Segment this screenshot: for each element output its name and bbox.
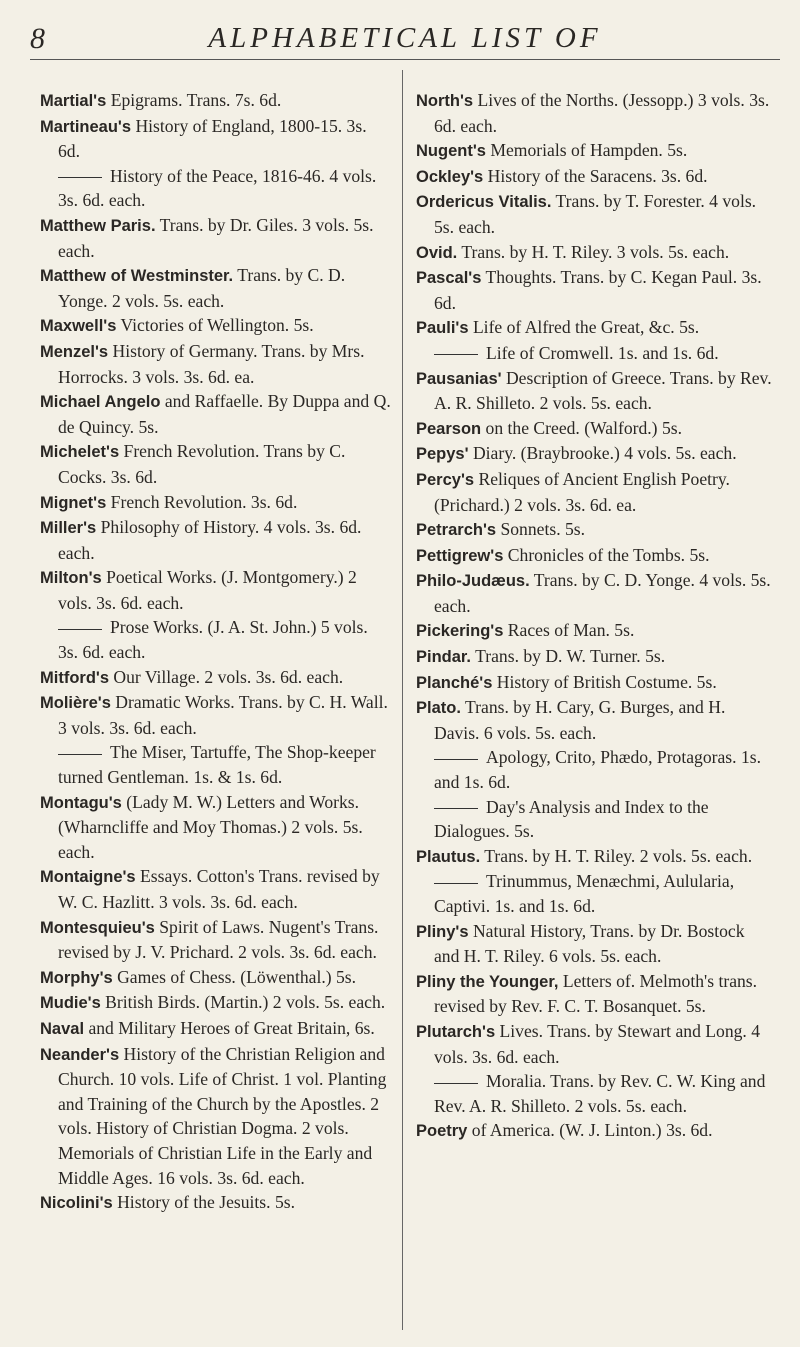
entry-text: The Miser, Tartuffe, The Shop-keeper turned Gentleman. 1s. & 1s. 6d.	[58, 742, 376, 788]
entry-text: Day's Analysis and Index to the Dialogues. 5s.	[434, 796, 709, 842]
entry-text: Prose Works. (J. A. St. John.) 5 vols. 3s. 6d. each.	[58, 617, 368, 663]
entry-author: Maxwell's	[40, 317, 117, 336]
list-entry	[416, 240, 772, 266]
list-entry	[416, 969, 772, 1019]
entry-text: of America. (W. J. Linton.) 3s. 6d.	[471, 1120, 713, 1141]
list-entry	[416, 88, 772, 138]
entry-text: Epigrams. Trans. 7s. 6d.	[110, 90, 282, 110]
left-column	[40, 88, 392, 1216]
entry-text: History of British Costume. 5s.	[496, 671, 717, 692]
entry-author: Plutarch's	[416, 1022, 496, 1041]
list-entry	[40, 740, 392, 789]
list-entry	[416, 695, 772, 745]
list-entry	[416, 1118, 772, 1144]
entry-author: Montesquieu's	[40, 918, 155, 937]
entry-author: Miller's	[40, 519, 97, 538]
ditto-dash	[434, 808, 478, 809]
entry-author: Percy's	[416, 470, 475, 489]
entry-text: Diary. (Braybrooke.) 4 vols. 5s. each.	[472, 443, 737, 464]
list-entry	[416, 1019, 772, 1069]
list-entry	[40, 665, 392, 691]
list-entry	[416, 1069, 772, 1118]
entry-author: Philo-Judæus.	[416, 572, 530, 591]
list-entry	[416, 164, 772, 190]
entry-text: Life of Alfred the Great, &c. 5s.	[472, 317, 700, 338]
entry-text: Trans. by D. W. Turner. 5s.	[475, 646, 666, 667]
ditto-dash	[434, 1083, 478, 1084]
entry-text: Philosophy of History. 4 vols. 3s. 6d. each.	[58, 517, 362, 563]
entry-text: Trans. by T. Forester. 4 vols. 5s. each.	[434, 191, 757, 237]
entry-text: (Lady M. W.) Letters and Works. (Wharncliffe and Moy Thomas.) 2 vols. 5s. each.	[58, 791, 363, 862]
entry-author: Mudie's	[40, 994, 101, 1013]
entry-author: Planché's	[416, 673, 493, 692]
entry-author: Ockley's	[416, 167, 484, 186]
entry-text: Our Village. 2 vols. 3s. 6d. each.	[113, 666, 344, 687]
entry-author: Pearson	[416, 419, 482, 438]
entry-text: Trans. by H. T. Riley. 3 vols. 5s. each.	[461, 241, 730, 262]
entry-author: Plato.	[416, 699, 461, 718]
entry-author: Pepys'	[416, 445, 469, 464]
entry-text: Reliques of Ancient English Poetry. (Prichard.) 2 vols. 3s. 6d. ea.	[434, 468, 730, 515]
entry-author: Pindar.	[416, 648, 472, 667]
list-entry	[416, 795, 772, 844]
entry-text: British Birds. (Martin.) 2 vols. 5s. each.	[105, 992, 386, 1013]
entry-author: Morphy's	[40, 968, 113, 987]
list-entry	[40, 164, 392, 213]
list-entry	[416, 341, 772, 366]
list-entry	[416, 618, 772, 644]
entry-author: Neander's	[40, 1045, 120, 1064]
list-entry	[416, 315, 772, 341]
list-entry	[416, 366, 772, 416]
entry-text: Trans. by C. D. Yonge. 2 vols. 5s. each.	[58, 265, 346, 311]
entry-text: Victories of Wellington. 5s.	[120, 315, 314, 336]
entry-text: Lives of the Norths. (Jessopp.) 3 vols. 3s. 6d. each.	[434, 90, 770, 136]
entry-author: Martial's	[40, 92, 107, 110]
entry-author: Pettigrew's	[416, 546, 504, 565]
entry-text: French Revolution. Trans by C. Cocks. 3s. 6d.	[58, 441, 346, 487]
entry-author: North's	[416, 92, 474, 110]
entry-author: Michelet's	[40, 443, 120, 462]
list-entry	[416, 517, 772, 543]
entry-text: Trinummus, Menæchmi, Aulularia, Captivi. 1s. and 1s. 6d.	[434, 871, 735, 916]
entry-author: Petrarch's	[416, 521, 497, 540]
entry-author: Menzel's	[40, 342, 109, 361]
entry-text: History of England, 1800-15. 3s. 6d.	[58, 115, 367, 162]
entry-author: Pliny's	[416, 922, 469, 941]
list-entry	[40, 990, 392, 1016]
entry-author: Plautus.	[416, 847, 481, 866]
entry-author: Pascal's	[416, 269, 482, 288]
list-entry	[416, 644, 772, 670]
right-column	[416, 88, 772, 1144]
entry-author: Pauli's	[416, 319, 469, 338]
entry-text: Description of Greece. Trans. by Rev. A. R. Shilleto. 2 vols. 5s. each.	[434, 367, 772, 414]
entry-author: Pausanias'	[416, 369, 502, 388]
list-entry	[416, 919, 772, 969]
column-divider	[402, 70, 403, 1330]
entry-text: Games of Chess. (Löwenthal.) 5s.	[117, 966, 357, 987]
list-entry	[40, 565, 392, 615]
list-entry	[40, 864, 392, 914]
list-entry	[40, 339, 392, 389]
entry-text: Natural History, Trans. by Dr. Bostock and H. T. Riley. 6 vols. 5s. each.	[434, 920, 745, 967]
entry-text: Trans. by H. Cary, G. Burges, and H. Davis. 6 vols. 5s. each.	[434, 697, 726, 743]
entry-author: Mitford's	[40, 668, 109, 687]
list-entry	[416, 138, 772, 164]
entry-author: Poetry	[416, 1122, 468, 1141]
list-entry	[40, 1042, 392, 1191]
entry-text: Trans. by H. T. Riley. 2 vols. 5s. each.	[484, 845, 753, 866]
list-entry	[40, 263, 392, 313]
entry-author: Molière's	[40, 694, 111, 713]
entry-author: Pickering's	[416, 622, 504, 641]
entry-text: History of the Christian Religion and Church. 10 vols. Life of Christ. 1 vol. Planting and Training of the Church by the Apostles. 2 vols. History of Christian Dogma. 2 vols. Memorials of Christian Life in the Early and Middle Ages. 16 vols. 3s. 6d. each.	[58, 1043, 387, 1188]
list-entry	[40, 690, 392, 740]
page-header	[30, 0, 780, 60]
list-entry	[40, 1016, 392, 1042]
list-entry	[416, 441, 772, 467]
entry-text: Chronicles of the Tombs. 5s.	[507, 544, 710, 565]
entry-author: Martineau's	[40, 117, 132, 136]
list-entry	[416, 568, 772, 618]
entry-text: Thoughts. Trans. by C. Kegan Paul. 3s. 6d.	[434, 267, 762, 313]
list-entry	[416, 467, 772, 517]
entry-author: Michael Angelo	[40, 393, 161, 412]
ditto-dash	[58, 629, 102, 630]
entry-author: Montaigne's	[40, 868, 136, 887]
list-entry	[40, 389, 392, 439]
entry-text: History of the Jesuits. 5s.	[117, 1192, 295, 1213]
entry-author: Nicolini's	[40, 1194, 113, 1213]
entry-text: Life of Cromwell. 1s. and 1s. 6d.	[486, 342, 719, 363]
list-entry	[40, 915, 392, 965]
ditto-dash	[58, 754, 102, 755]
entry-text: Trans. by Dr. Giles. 3 vols. 5s. each.	[58, 214, 374, 261]
entry-text: French Revolution. 3s. 6d.	[110, 491, 298, 512]
entry-text: and Military Heroes of Great Britain, 6s.	[88, 1017, 375, 1038]
entry-text: on the Creed. (Walford.) 5s.	[485, 417, 682, 438]
entry-text: Moralia. Trans. by Rev. C. W. King and Rev. A. R. Shilleto. 2 vols. 5s. each.	[434, 1071, 766, 1116]
list-entry	[40, 313, 392, 339]
page-number: 8	[30, 22, 45, 55]
list-entry	[40, 965, 392, 991]
entry-text: Apology, Crito, Phædo, Protagoras. 1s. and 1s. 6d.	[434, 747, 761, 793]
entry-author: Naval	[40, 1019, 85, 1038]
entry-text: History of the Saracens. 3s. 6d.	[487, 165, 708, 186]
entry-author: Mignet's	[40, 493, 107, 512]
entry-text: Letters of. Melmoth's trans. revised by Rev. F. C. T. Bosanquet. 5s.	[434, 970, 758, 1017]
entry-author: Milton's	[40, 569, 102, 588]
list-entry	[40, 515, 392, 565]
entry-text: Essays. Cotton's Trans. revised by W. C. Hazlitt. 3 vols. 3s. 6d. each.	[58, 866, 380, 912]
ditto-dash	[58, 177, 102, 178]
list-entry	[40, 1190, 392, 1216]
list-entry	[416, 416, 772, 442]
entry-text: Dramatic Works. Trans. by C. H. Wall. 3 vols. 3s. 6d. each.	[58, 692, 388, 738]
list-entry	[416, 745, 772, 794]
list-entry	[40, 88, 392, 114]
entry-text: Lives. Trans. by Stewart and Long. 4 vols. 3s. 6d. each.	[434, 1020, 761, 1067]
entry-text: History of the Peace, 1816-46. 4 vols. 3s. 6d. each.	[58, 165, 377, 211]
entry-author: Matthew Paris.	[40, 216, 156, 235]
list-entry	[416, 265, 772, 315]
entry-author: Ordericus Vitalis.	[416, 193, 552, 212]
list-entry	[416, 869, 772, 918]
list-entry	[416, 543, 772, 569]
list-entry	[416, 670, 772, 696]
ditto-dash	[434, 759, 478, 760]
entry-author: Pliny the Younger,	[416, 972, 559, 991]
entry-author: Nugent's	[416, 142, 486, 161]
entry-text: Memorials of Hampden. 5s.	[490, 140, 688, 161]
entry-text: History of Germany. Trans. by Mrs. Horrocks. 3 vols. 3s. 6d. ea.	[58, 340, 365, 387]
list-entry	[40, 490, 392, 516]
list-entry	[40, 439, 392, 489]
list-entry	[416, 844, 772, 870]
running-title: ALPHABETICAL LIST OF	[208, 22, 602, 54]
entry-text: Races of Man. 5s.	[507, 620, 635, 641]
entry-text: Spirit of Laws. Nugent's Trans. revised by J. V. Prichard. 2 vols. 3s. 6d. each.	[58, 916, 379, 963]
list-entry	[40, 213, 392, 263]
entry-text: and Raffaelle. By Duppa and Q. de Quincy. 5s.	[58, 391, 391, 437]
entry-text: Sonnets. 5s.	[500, 519, 586, 540]
list-entry	[416, 189, 772, 239]
entry-author: Matthew of Westminster.	[40, 267, 234, 286]
list-entry	[40, 790, 392, 865]
list-entry	[40, 114, 392, 164]
ditto-dash	[434, 883, 478, 884]
ditto-dash	[434, 354, 478, 355]
header-rule	[30, 59, 780, 60]
list-entry	[40, 615, 392, 664]
entry-author: Ovid.	[416, 243, 458, 262]
entry-text: Trans. by C. D. Yonge. 4 vols. 5s. each.	[434, 570, 771, 616]
entry-author: Montagu's	[40, 793, 122, 812]
entry-text: Poetical Works. (J. Montgomery.) 2 vols. 3s. 6d. each.	[58, 567, 357, 613]
